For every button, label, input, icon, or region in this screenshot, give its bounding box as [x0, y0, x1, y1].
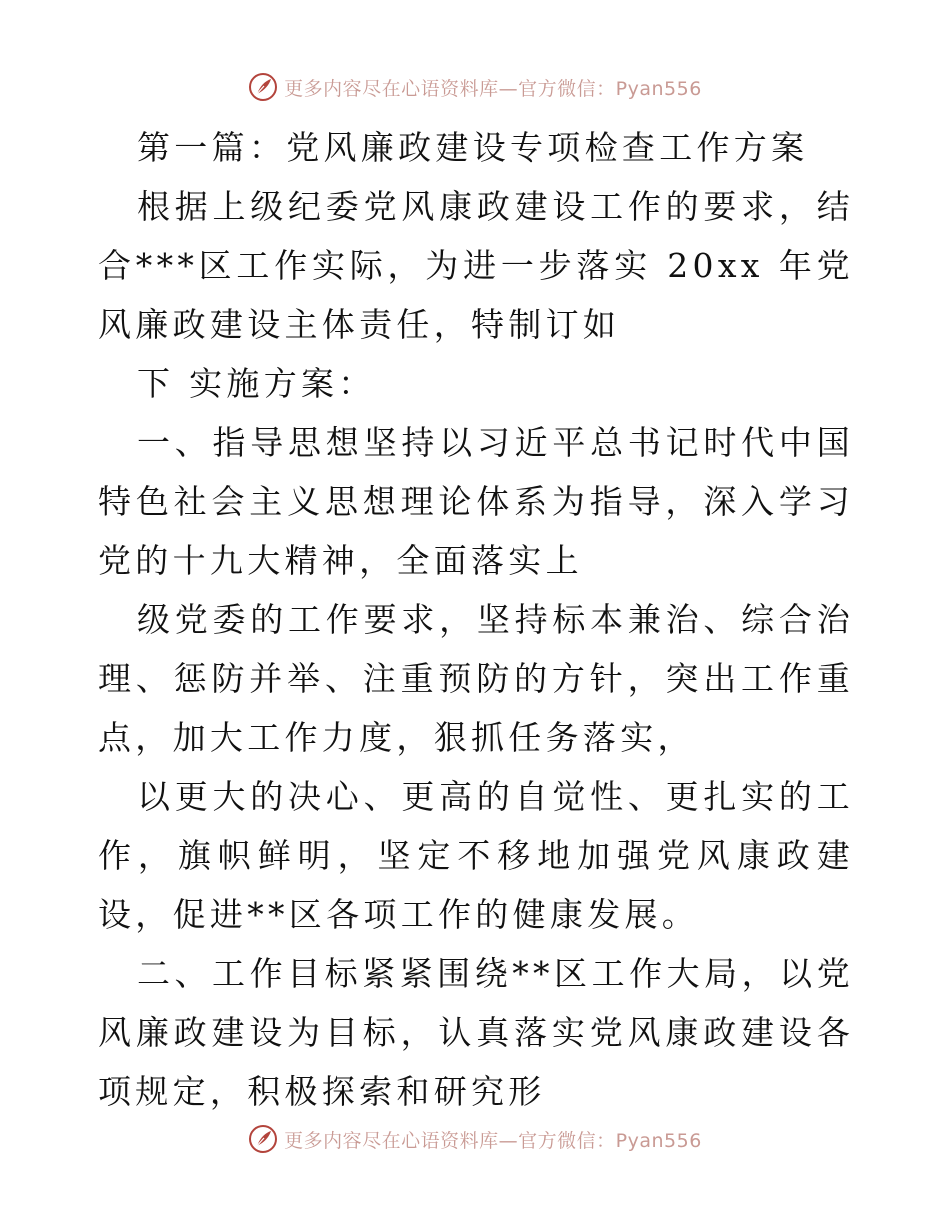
feather-quill-icon [248, 72, 278, 102]
paragraph-requirements: 级党委的工作要求，坚持标本兼治、综合治理、惩防并举、注重预防的方针，突出工作重点，加大工作力度，狠抓任务落实， [98, 600, 854, 757]
paragraph-guiding-thought: 一、指导思想坚持以习近平总书记时代中国特色社会主义思想理论体系为指导，深入学习党的十九大精神，全面落实上 [98, 423, 854, 580]
paragraph-plan-heading: 下 实施方案： [137, 364, 376, 403]
paragraph-intro: 根据上级纪委党风康政建设工作的要求，结合***区工作实际，为进一步落实 20xx 年党风廉政建设主体责任，特制订如 [98, 187, 854, 344]
paragraph-work-goal: 二、工作目标紧紧围绕**区工作大局，以党风廉政建设为目标，认真落实党风康政建设各项规定，积极探索和研究形 [98, 954, 854, 1111]
document-body [98, 118, 854, 1121]
header-watermark [0, 72, 950, 102]
feather-quill-icon [248, 1124, 278, 1154]
footer-watermark [0, 1124, 950, 1154]
watermark-text: 更多内容尽在心语资料库—官方微信：Pyan556 [284, 1129, 702, 1152]
document-title: 第一篇：党风廉政建设专项检查工作方案 [137, 128, 809, 167]
paragraph-determination: 以更大的决心、更高的自觉性、更扎实的工作，旗帜鲜明，坚定不移地加强党风康政建设，促进**区各项工作的健康发展。 [98, 777, 854, 934]
watermark-text: 更多内容尽在心语资料库—官方微信：Pyan556 [284, 77, 702, 100]
